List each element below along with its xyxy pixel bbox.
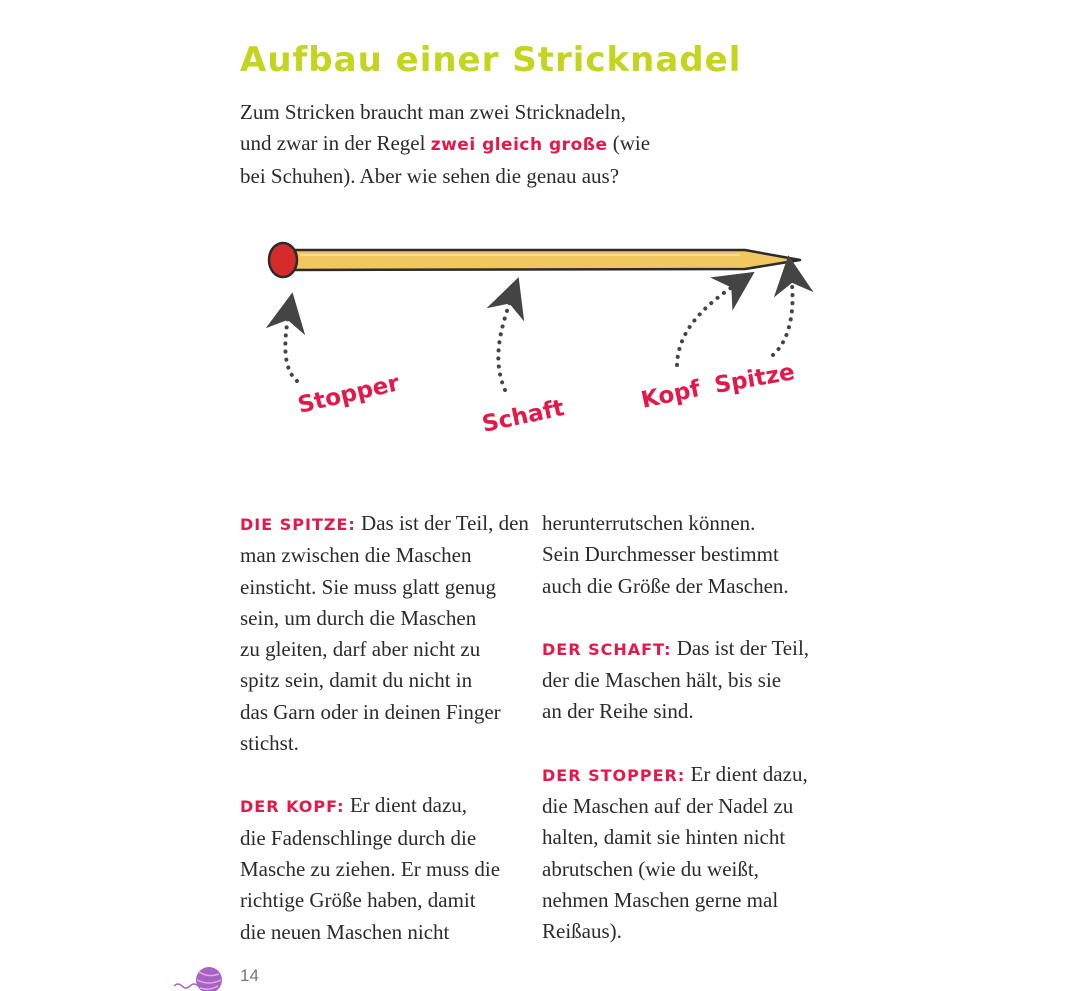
kopf-paragraph xyxy=(240,790,540,947)
kopf-label: Kopf xyxy=(638,376,703,414)
term-label: DER SCHAFT: xyxy=(542,639,672,659)
text-line: herunterrutschen können. xyxy=(542,511,756,535)
text-line: nehmen Maschen gerne mal xyxy=(542,887,779,912)
text-line: spitz sein, damit du nicht in xyxy=(240,668,473,693)
left-column xyxy=(240,508,540,979)
text-line xyxy=(542,633,842,665)
text-line: die Maschen auf der Nadel zu xyxy=(542,794,794,819)
needle-shaft xyxy=(290,250,800,270)
intro-line: bei Schuhen). Aber wie sehen die genau aus? xyxy=(240,164,620,188)
text-part: Er dient dazu, xyxy=(344,793,468,818)
term-label: DER STOPPER: xyxy=(542,765,686,785)
text-line: an der Reihe sind. xyxy=(542,699,694,724)
text-line: halten, damit sie hinten nicht xyxy=(542,825,786,850)
text-line: Sein Durchmesser bestimmt xyxy=(542,542,779,567)
text-line: zu gleiten, darf aber nicht zu xyxy=(240,637,481,662)
text-line: richtige Größe haben, damit xyxy=(240,888,476,913)
highlight-text: zwei gleich große xyxy=(430,135,608,155)
text-line: die neuen Maschen nicht xyxy=(240,919,450,944)
term-label: DER KOPF: xyxy=(240,797,345,817)
text-line xyxy=(240,508,540,540)
schaft-label: Schaft xyxy=(479,395,567,438)
intro-text-part: (wie xyxy=(607,131,651,155)
stopper-arrow xyxy=(285,312,297,381)
text-line: auch die Größe der Maschen. xyxy=(542,573,789,598)
text-part: Das ist der Teil, xyxy=(671,635,810,660)
spitze-arrow xyxy=(773,275,793,355)
page-title: Aufbau einer Stricknadel xyxy=(240,40,742,80)
text-part: Das ist der Teil, den xyxy=(355,511,529,535)
text-line: das Garn oder in deinen Finger xyxy=(240,699,501,724)
text-part: Er dient dazu, xyxy=(685,761,808,786)
intro-line: Zum Stricken braucht man zwei Stricknadeln, xyxy=(240,100,627,124)
kopf-continued-paragraph xyxy=(542,508,842,602)
text-line: der die Maschen hält, bis sie xyxy=(542,668,782,693)
stopper-label: Stopper xyxy=(295,370,402,419)
text-line: stichst. xyxy=(240,731,299,756)
text-line: einsticht. Sie muss glatt genug xyxy=(240,574,497,599)
text-line: man zwischen die Maschen xyxy=(240,543,472,568)
text-line: Reißaus). xyxy=(542,919,622,944)
text-line: Masche zu ziehen. Er muss die xyxy=(240,856,501,881)
text-line xyxy=(240,790,540,822)
kopf-arrow xyxy=(677,283,738,365)
spitze-label: Spitze xyxy=(712,359,797,399)
stopper-paragraph xyxy=(542,759,842,948)
text-line xyxy=(542,759,842,791)
text-line: die Fadenschlinge durch die xyxy=(240,825,477,850)
intro-text-part: und zwar in der Regel xyxy=(240,131,431,155)
term-label: DIE SPITZE: xyxy=(240,515,356,534)
right-column xyxy=(542,508,842,979)
spitze-paragraph xyxy=(240,508,540,759)
needle-stopper xyxy=(269,243,297,277)
schaft-arrow xyxy=(498,296,512,390)
yarn-ball-icon xyxy=(174,967,222,991)
text-line: sein, um durch die Maschen xyxy=(240,605,477,630)
page-number: 14 xyxy=(240,966,259,985)
text-line: abrutschen (wie du weißt, xyxy=(542,856,759,881)
schaft-paragraph xyxy=(542,633,842,728)
